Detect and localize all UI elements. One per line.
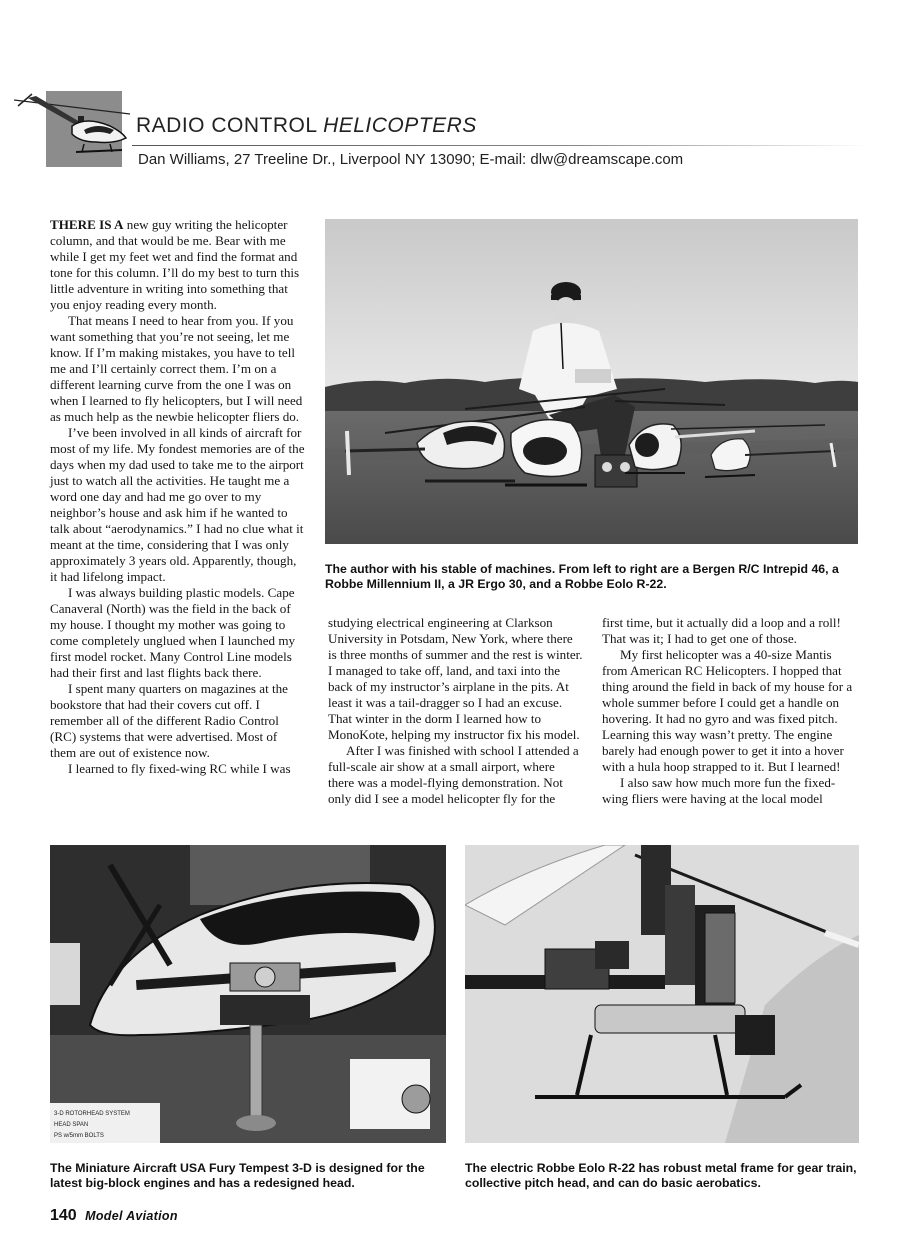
paragraph: I spent many quarters on magazines at the bookstore that had their covers cut off. I remember all of the different Radio Control (RC) systems that were advertised. Most of them are out of existence now.	[50, 681, 288, 760]
photo-robbe-eolo-frame	[465, 845, 859, 1143]
caption-left-photo: The Miniature Aircraft USA Fury Tempest 3-D is designed for the latest big-block engines and has a redesigned head.	[50, 1161, 425, 1190]
header-logo-helicopter	[14, 86, 132, 168]
paragraph: first time, but it actually did a loop and a roll! That was it; I had to get one of those.	[602, 615, 841, 646]
photo-author-with-helicopters	[325, 219, 858, 544]
magazine-name: Model Aviation	[85, 1209, 178, 1223]
article-column-2	[328, 615, 584, 807]
paragraph: I also saw how much more fun the fixed-wing fliers were having at the local model	[602, 775, 836, 806]
paragraph: THERE IS A new guy writing the helicopter column, and that would be me. Bear with me while I get my feet wet and find the format and tone for this column. I’ll do my best to turn this little adventure in writing into something that you enjoy reading every month.	[50, 217, 300, 312]
page-number: 140	[50, 1207, 77, 1224]
page-footer	[50, 1207, 178, 1225]
article-column-1	[50, 217, 306, 777]
paragraph: My first helicopter was a 40-size Mantis from American RC Helicopters. I hopped that thing around the field in back of my house for a whole summer before I could get a handle on hovering. It had no gyro and was fixed pitch. Learning this way wasn’t pretty. The engine barely had enough power to get it into a hover with a hula hoop strapped to it. But I learned!	[602, 647, 853, 774]
paragraph: That means I need to hear from you. If you want something that you’re not seeing, let me know. If I’m making mistakes, you have to tell me and I’ll certainly correct them. I’m on a different learning curve from the one I was on when I learned to fly helicopters, but I will need as much help as the newbie helicopter fliers do.	[50, 313, 303, 424]
display-card-text: PS w/5mm BOLTS	[54, 1133, 104, 1139]
article-column-3	[602, 615, 860, 807]
caption-right-photo: The electric Robbe Eolo R-22 has robust metal frame for gear train, collective pitch head, and can do basic aerobatics.	[465, 1161, 857, 1190]
paragraph: studying electrical engineering at Clarkson University in Potsdam, New York, where there is three months of summer and the rest is winter. I managed to take off, land, and taxi into the back of my instructor’s airplane in the pits. At least it was a tail-dragger so I had an excuse. That winter in the dorm I learned how to MonoKote, helping my instructor fix his model.	[328, 615, 583, 742]
caption-main-photo: The author with his stable of machines. From left to right are a Bergen R/C Intrepid 46, a Robbe Millennium II, a JR Ergo 30, and a Robbe Eolo R-22.	[325, 562, 839, 591]
paragraph: I’ve been involved in all kinds of aircraft for most of my life. My fondest memories are of the days when my dad used to take me to the airport just to watch all the activities. He taught me a word one day and had me go over to my neighbor’s house and ask him if he wanted to talk about “aerodynamics.” I had no clue what it meant at the time, considering that I was only approximately 3 years old. Apparently, though, it had lifelong impact.	[50, 425, 305, 584]
lead-in: THERE IS A	[50, 217, 124, 232]
paragraph: I learned to fly fixed-wing RC while I was	[68, 761, 291, 776]
display-card-text: 3-D ROTORHEAD SYSTEM	[54, 1111, 130, 1117]
paragraph: I was always building plastic models. Cape Canaveral (North) was the field in the back of my house. I thought my mother was going to come completely unglued when I launched my first model rocket. Many Control Line models had their first and last flights back there.	[50, 585, 296, 680]
paragraph: After I was finished with school I attended a full-scale air show at a small airport, where there was a model-flying demonstration. Not only did I see a model helicopter fly for the	[328, 743, 579, 806]
author-contact: Dan Williams, 27 Treeline Dr., Liverpool NY 13090; E-mail: dlw@dreamscape.com	[138, 151, 684, 168]
column-title: RADIO CONTROL HELICOPTERS	[136, 114, 477, 137]
display-card-text: HEAD SPAN	[54, 1122, 89, 1128]
photo-fury-tempest-rotorhead	[50, 845, 446, 1143]
header-rule	[132, 145, 872, 146]
